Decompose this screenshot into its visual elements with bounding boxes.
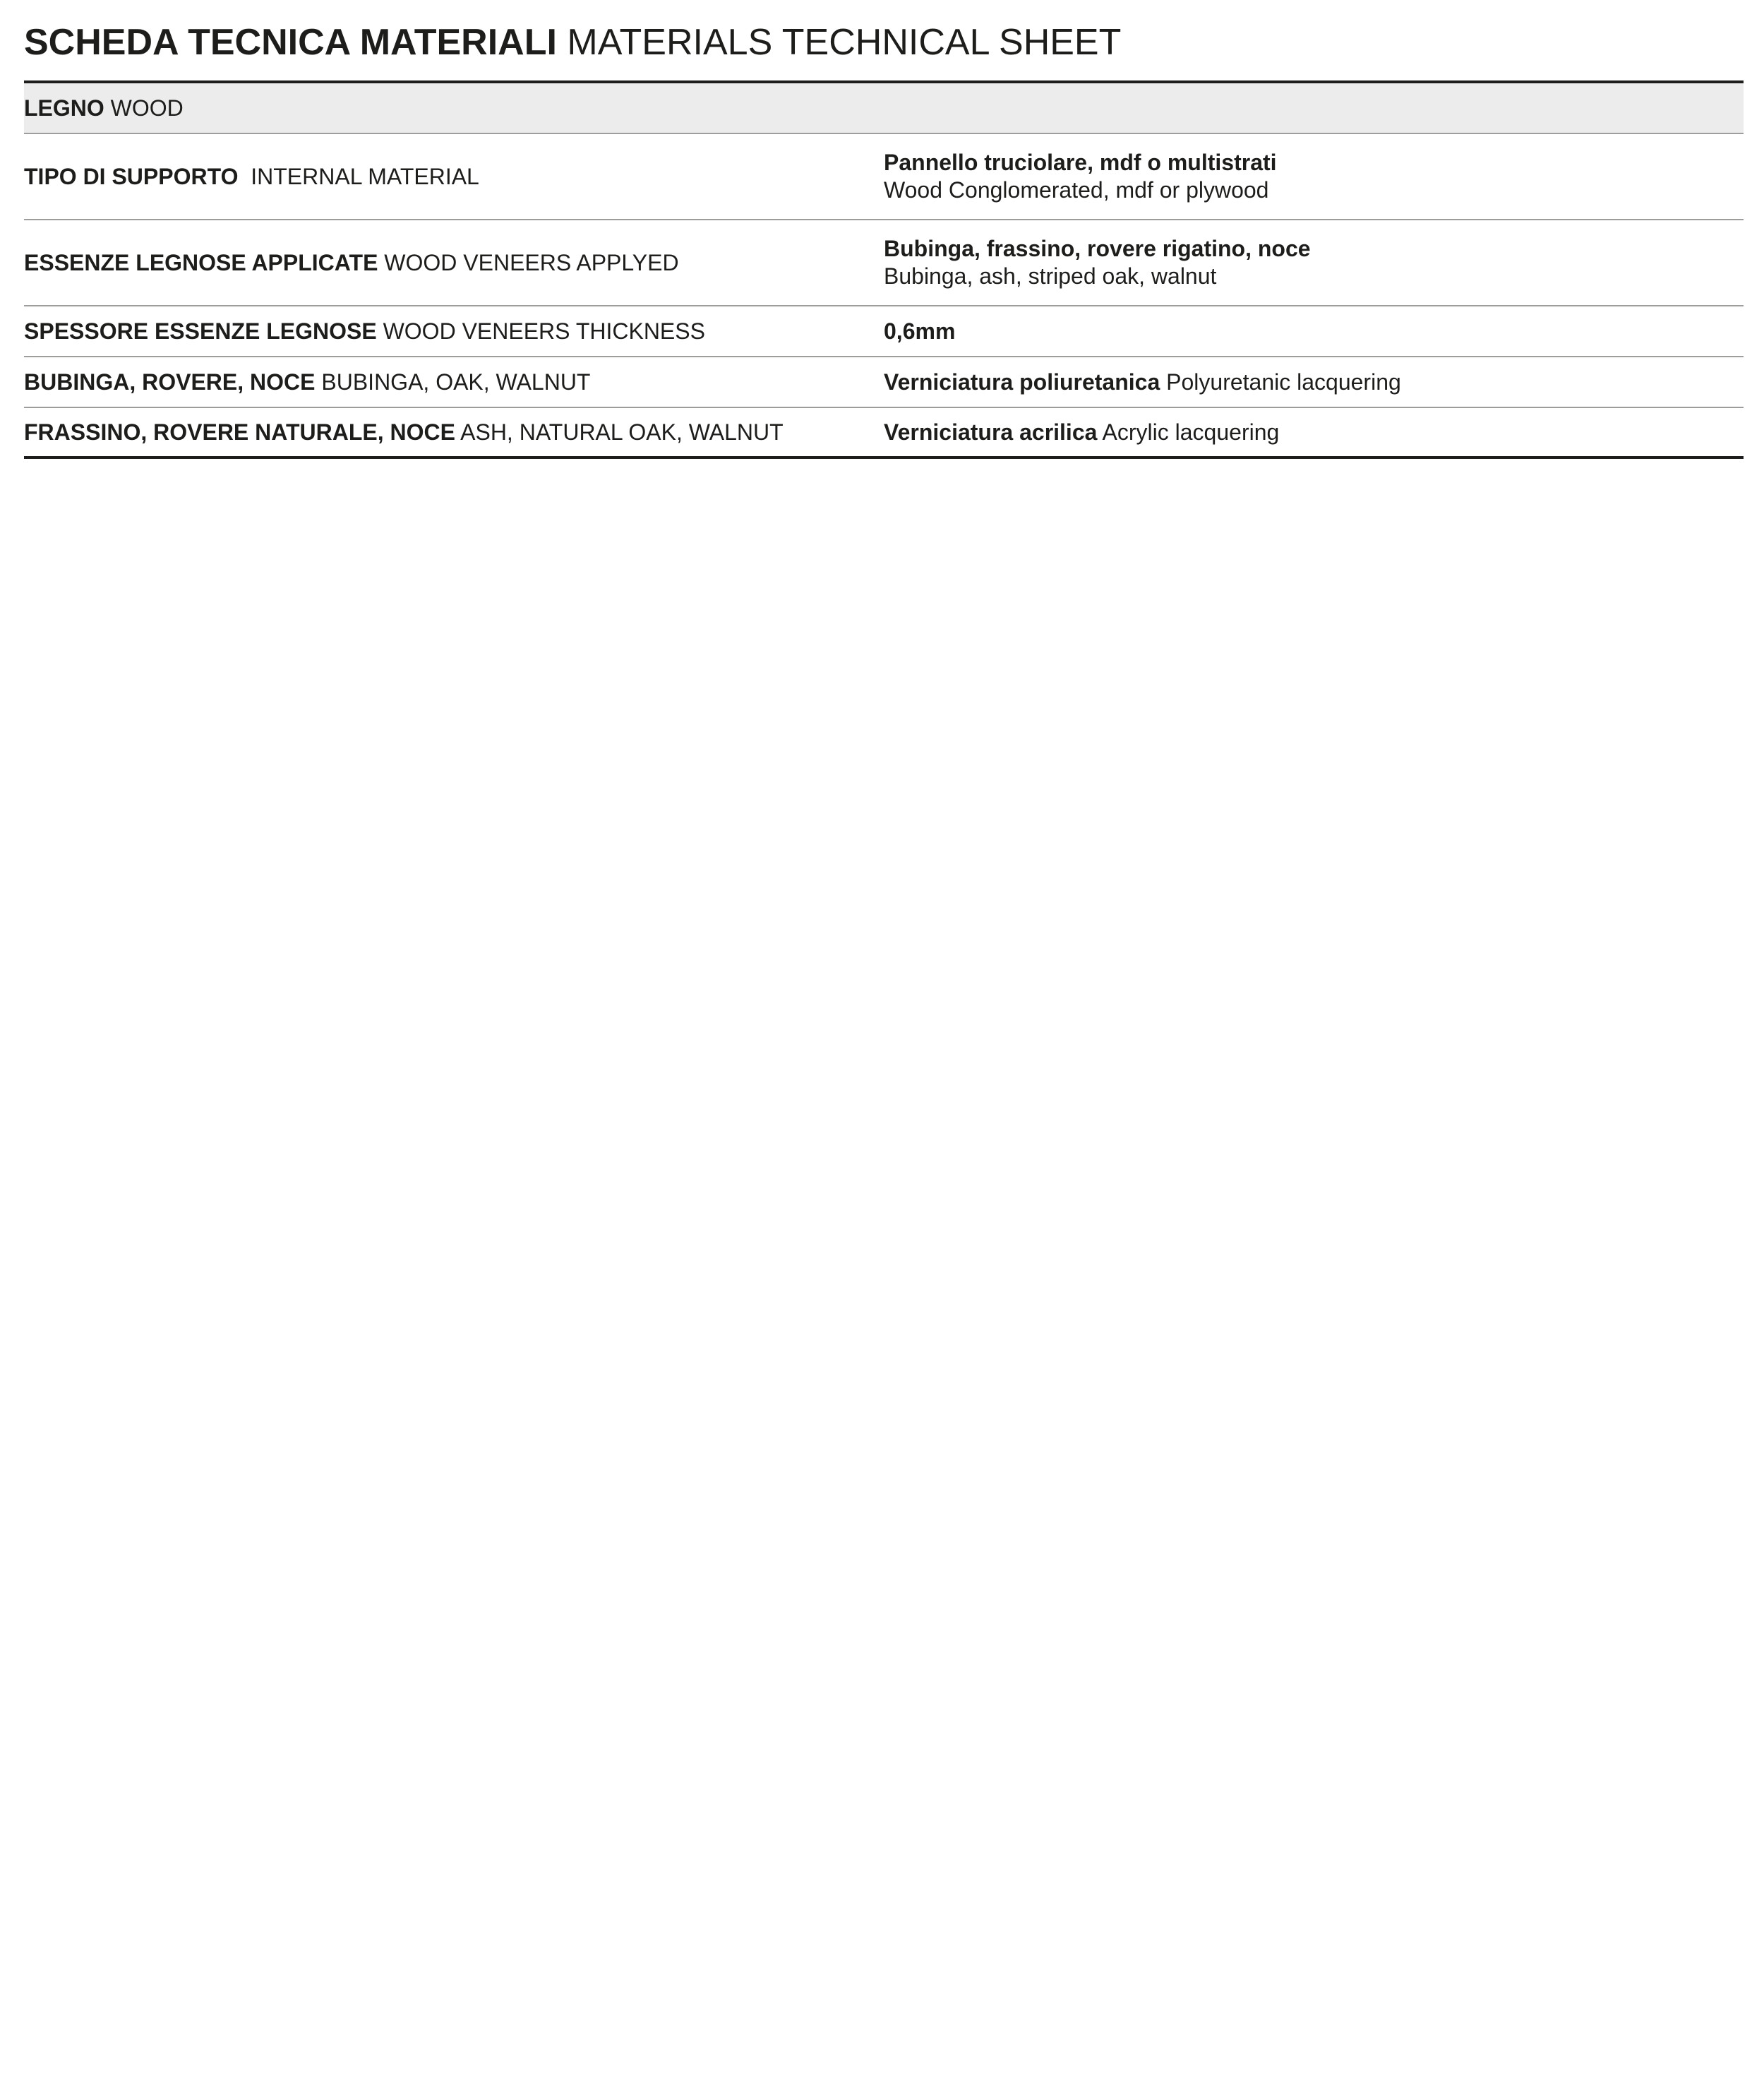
row-label-english: WOOD VENEERS APPLYED [384, 250, 679, 275]
row-label [24, 162, 884, 191]
row-value [884, 318, 1744, 345]
row-label-italian: TIPO DI SUPPORTO [24, 164, 239, 189]
row-value-english: Polyuretanic lacquering [1166, 369, 1401, 395]
page-title-english: MATERIALS TECHNICAL SHEET [567, 22, 1122, 63]
row-value-italian: 0,6mm [884, 318, 956, 344]
row-label-english: INTERNAL MATERIAL [251, 164, 479, 189]
row-label-english: BUBINGA, OAK, WALNUT [321, 369, 591, 395]
row-label [24, 317, 884, 345]
table-row-wood-veneers [24, 220, 1744, 306]
table-row-internal-material [24, 134, 1744, 220]
row-label [24, 418, 884, 446]
row-label-italian: BUBINGA, ROVERE, NOCE [24, 369, 316, 395]
row-label-italian: SPESSORE ESSENZE LEGNOSE [24, 318, 377, 344]
row-value-italian: Pannello truciolare, mdf o multistrati [884, 150, 1277, 175]
section-title-english: WOOD [110, 95, 184, 121]
row-value-english: Acrylic lacquering [1102, 419, 1280, 445]
page-title [24, 0, 1744, 80]
row-value-italian: Verniciatura acrilica [884, 419, 1098, 445]
section-title-italian: LEGNO [24, 95, 104, 121]
row-label [24, 249, 884, 277]
section-header-wood [24, 83, 1744, 134]
row-label [24, 368, 884, 396]
row-label-italian: FRASSINO, ROVERE NATURALE, NOCE [24, 419, 455, 445]
row-value [884, 235, 1744, 290]
page-title-italian: SCHEDA TECNICA MATERIALI [24, 22, 557, 63]
row-value-english: Wood Conglomerated, mdf or plywood [884, 177, 1269, 203]
row-value [884, 419, 1744, 446]
table-row-polyuretanic-finish [24, 357, 1744, 408]
row-value-english: Bubinga, ash, striped oak, walnut [884, 263, 1217, 289]
row-value-italian: Bubinga, frassino, rovere rigatino, noce [884, 236, 1311, 261]
row-label-english: ASH, NATURAL OAK, WALNUT [460, 419, 784, 445]
row-label-italian: ESSENZE LEGNOSE APPLICATE [24, 250, 378, 275]
row-value [884, 369, 1744, 396]
row-value [884, 149, 1744, 204]
table-row-acrylic-finish [24, 408, 1744, 459]
technical-sheet [24, 0, 1744, 459]
row-value-italian: Verniciatura poliuretanica [884, 369, 1160, 395]
table-row-veneer-thickness [24, 306, 1744, 357]
row-label-english: WOOD VENEERS THICKNESS [383, 318, 705, 344]
